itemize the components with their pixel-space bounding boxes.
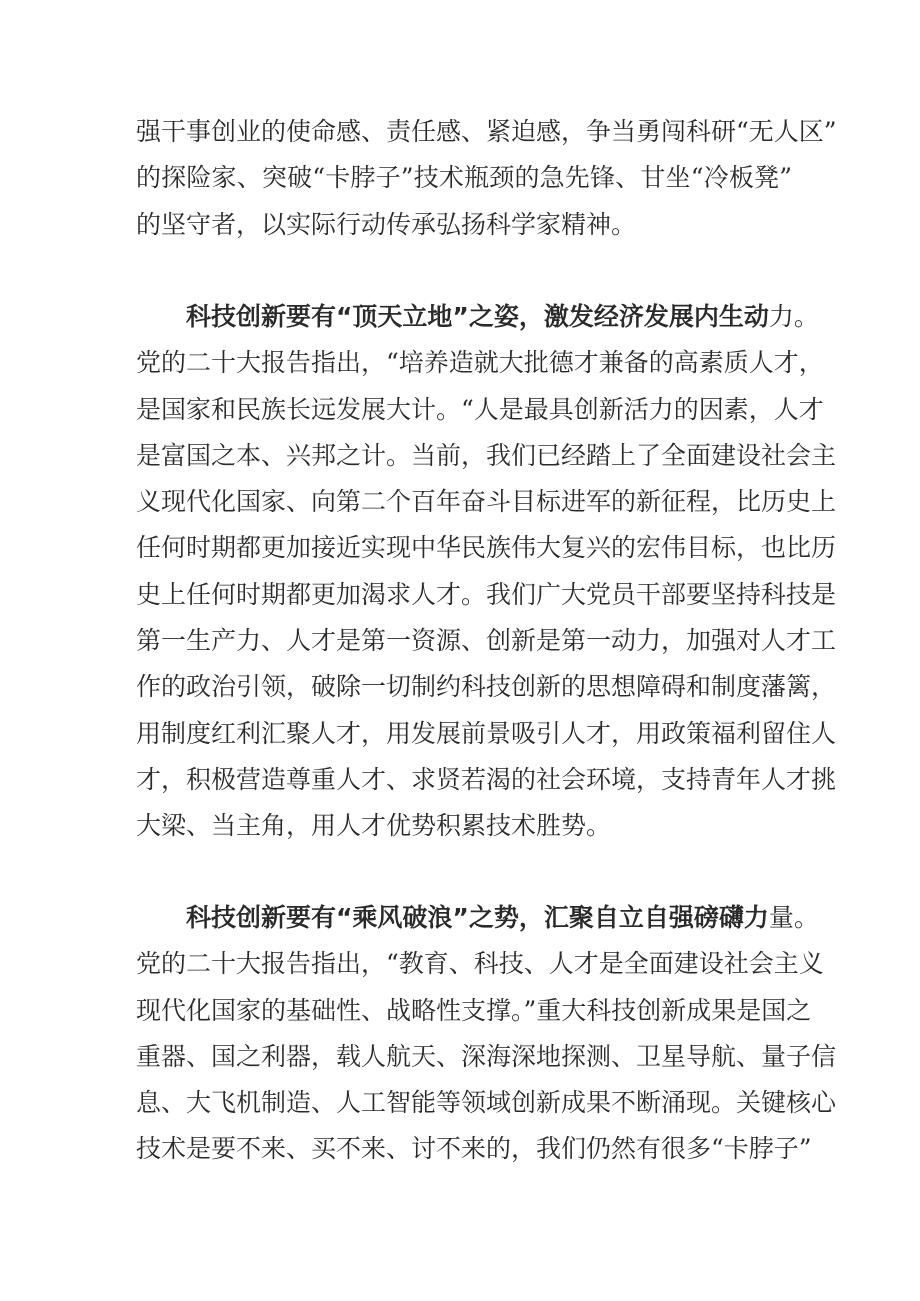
text-line: 第一生产力、人才是第一资源、创新是第一动力，加强对人才工 bbox=[136, 626, 837, 656]
text-line: 用制度红利汇聚人才，用发展前景吸引人才，用政策福利留住人 bbox=[136, 718, 837, 748]
paragraph-intro-continuation bbox=[136, 109, 837, 248]
text-line: 大梁、当主角，用人才优势积累技术胜势。 bbox=[136, 811, 612, 841]
paragraph-talent-section bbox=[136, 294, 837, 850]
text-line: 技术是要不来、买不来、讨不来的，我们仍然有很多“卡脖子” bbox=[136, 1134, 812, 1164]
text-line: 党的二十大报告指出，“教育、科技、人才是全面建设社会主义 bbox=[136, 949, 824, 979]
text-line: 史上任何时期都更加渴求人才。我们广大党员干部要坚持科技是 bbox=[136, 579, 837, 609]
section-heading-line bbox=[136, 294, 819, 340]
text-line: 作的政治引领，破除一切制约科技创新的思想障碍和制度藩篱， bbox=[136, 672, 837, 702]
text-line: 现代化国家的基础性、战略性支撑。”重大科技创新成果是国之 bbox=[136, 995, 812, 1025]
section-heading-tail: 力。 bbox=[768, 302, 819, 331]
text-line: 息、大飞机制造、人工智能等领域创新成果不断涌现。关键核心 bbox=[136, 1088, 837, 1118]
text-line: 是国家和民族长远发展大计。“人是最具创新活力的因素，人才 bbox=[136, 394, 824, 424]
text-line: 党的二十大报告指出，“培养造就大批德才兼备的高素质人才， bbox=[136, 348, 824, 378]
section-heading-tail: 量。 bbox=[768, 903, 819, 932]
text-line: 才，积极营造尊重人才、求贤若渴的社会环境，支持青年人才挑 bbox=[136, 764, 837, 794]
text-line: 义现代化国家、向第二个百年奋斗目标进军的新征程，比历史上 bbox=[136, 487, 837, 517]
section-heading-line bbox=[136, 895, 819, 941]
paragraph-self-reliance-section bbox=[136, 895, 837, 1173]
section-heading-bold: 科技创新要有“顶天立地”之姿，激发经济发展内生动 bbox=[186, 302, 769, 331]
text-line: 的坚守者，以实际行动传承弘扬科学家精神。 bbox=[136, 209, 637, 239]
section-heading-bold: 科技创新要有“乘风破浪”之势，汇聚自立自强磅礴力 bbox=[186, 903, 769, 932]
text-line: 重器、国之利器，载人航天、深海深地探测、卫星导航、量子信 bbox=[136, 1041, 837, 1071]
text-line: 的探险家、突破“卡脖子”技术瓶颈的急先锋、甘坐“冷板凳” bbox=[136, 163, 792, 193]
text-line: 任何时期都更加接近实现中华民族伟大复兴的宏伟目标，也比历 bbox=[136, 533, 837, 563]
text-line: 强干事创业的使命感、责任感、紧迫感，争当勇闯科研“无人区” bbox=[136, 117, 837, 146]
text-line: 是富国之本、兴邦之计。当前，我们已经踏上了全面建设社会主 bbox=[136, 440, 837, 470]
